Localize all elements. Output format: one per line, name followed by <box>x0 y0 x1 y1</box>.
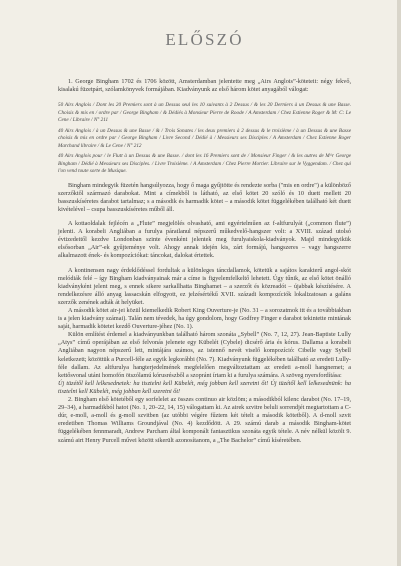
intro-paragraph: 1. George Bingham 1702 és 1706 között, Amsterdamban jelentette meg „Airs Anglois”-köteteit: négy fekvő, kisalakú füzetpárt, szólamkönyvek formájában. Kiadványunk az első három kötet anyagából válogat: <box>58 78 351 94</box>
catalog-entry: 40 Airs Anglois / à un Dessus & une Basse / & / Trois Sonates / les deux premiers à 2 dessus & le troisième / à un Dessus & une Basse choisis & mis en ordre par / George Bingham / Livre Second / Dédié à / Messieurs ses Disciples / A Amsterdam / Chez Estienne Roger Marchand libraire / & Le Cene / N° 212 <box>58 127 351 149</box>
body-paragraph: 2. Bingham első kötetéből egy sorfelelet az összes continuo air közlöm; a másodikból kilenc darabot (No. 17–19, 29–34), a harmadikból hatot (No. 1, 20–22, 14, 15) válogattam ki. Az airek szvitre beluli sorrendjét megtartottam a C-dúr, e-moll, a-moll és g-moll szvitben (az utóbbi végére fűztem két tételt a második kötetből). A d-moll szvit eredetiben Thomas Williams Groundjával (No. 4) kezdődött. A 29. számú darab a második Bingham-kötet függelékében fennmaradt, Andrew Parcham által komponált fantasztikus szonáta egyik tétele. A név nélkül közölt 9. számú airt Henry Purcell művei között sikerült azonosítanom, a „The Bachelor” című kíséretében. <box>58 396 351 444</box>
catalog-entry: 40 Airs Anglois pour / le Flutt à un Dessus & une Basse. / dont les 16 Premiers sont de / Monsieur Finger / & les autres de M^r George Bingham / Dédié à Messieurs ses Disciples. / Livre Troisième. / A Amsterdam / Chez Pierre Mortier. Libraire sur le Vyggendam. / Chez qui l'on vend toute sorte de Musique. <box>58 153 351 175</box>
body-paragraph: Bingham mindegyik füzetén hangsúlyozza, hogy ő maga gyűjtötte és rendezte sorba ("mis en ordre") a különböző szerzőktől származó darabokat. Mint a címekből is látható, az első kötet 20 szóló és 10 duett mellett 20 basszuskíséretes darabot tartalmaz; s a második és harmadik kötet – a második kötet függelékében található két duett kivételével – csupa basszuskíséretes műből áll. <box>58 181 351 213</box>
body-paragraph: A kottaoldalak fejlécén a „Flute” megjelölés olvasható, ami egyértelműen az f-altfurulyát („common flute”) jelenti. A korabeli Angliában a furulya páratlanul népszerű műkedvelő-hangszer volt: a XVIII. század utolsó évtizedeitől kezdve Londonban szinte évenként jelentek meg furulyaiskola-kiadványok. Majd mindegyikük elsősorban „Air”-ek gyűjteménye volt. Ahogy annak idején kis, zárt formájú, hangszeres – vagy hangszerre alkalmazott ének- és kompozíciókat: táncokat, dalokat értettek. <box>58 220 351 260</box>
catalog-entry: 50 Airs Anglois / Dont les 20 Premiers sont à un Dessus seul les 10 suivants à 2 Dessus / & les 20 Derniers à un Dessus & une Basse. Choisis & mis en / ordre par / George Bingham / & Dédiés à Monsieur Pierre de Roode / A Amsterdam / Chez Estienne Roger & M: C: Le Cene / Libraire / N° 211 <box>58 102 351 124</box>
catalog-list <box>58 102 351 176</box>
lyric-translation: Új tüzétől kell lelkesednetek: ha tisztelni kell Kübelét, még jobban kell szeretni őt! Új tüzétől kell lelkesednünk: ha tisztelni kell Kübelét, még jobban kell szeretni őt! <box>58 379 351 395</box>
body-paragraph: A második kötet air-jei közül kiemelkedik Robert King Ouverture-je (No. 31 – a sorozatmok itt és a továbbiakban is a jelen kiadvány számai). Talán nem tévedek, ha úgy gondolom, hogy Godfrey Finger e darabot tekintette mintának saját, harmadik kötetet kezdő Ouverture-jéhez (No. 1). <box>58 307 351 331</box>
body-paragraph: A kontinensen nagy érdeklődéssel fordultak a különleges táncdallamok, kötetük a sajátos karakterű angol-skót melódiák felé – így Bingham kiadványainak már a címe is figyelemfelkeltő lehetett. Úgy tűnik, az első kötet önálló kiadványként jelent meg, s ennek sikere sarkallhatta Binghamet – a szerzőt és közreadót – újabbak készítésére. A rendelkezésre álló anyag lassacskán elfogyott, ez jelzésértékű XVII. századi kompozíciók lokalizatosan a galáns szerzők zenének adták át helyüket. <box>58 266 351 306</box>
page-title: ELŐSZÓ <box>165 30 244 49</box>
body-paragraph: Külön említést érdemel a kiadványunkban található három szonáta „Sybell” (No. 7, 12, 27). Jean-Baptiste Lully „Atys” című operájában az első felvonás jelenete egy Kübelét (Cybele) dicsérő ária és kórus. Dallama a korabeli Angliában nagyon népszerű lett, mintájára számos, az istennő nevét viselő kompozíció: Cibelle vagy Sybell keletkezett; közöttük a Purcell-féle az egyik legkorábbi (No. 7). Kiadványunk függelékében található az eredeti Lully-féle dallam. Az altfurulya hangterjedelmének megfelelően megváltoztattam az eredeti a-moll hangnemet; a kettősvonal utáni homofón ötszólamú kórusrészből a szopránt írtam ki a furulya számára. A szöveg nyersfordítása: <box>58 331 351 379</box>
